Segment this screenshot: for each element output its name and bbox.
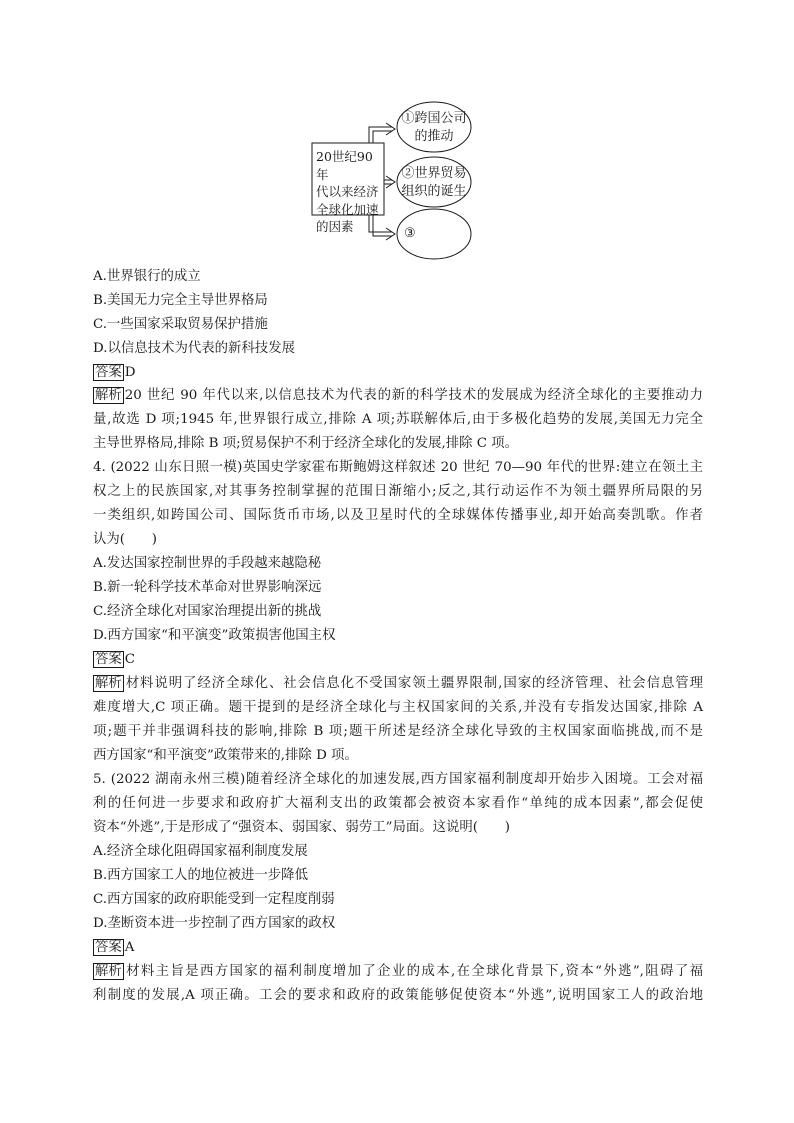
- q5-stem-line: 利的任何进一步要求和政府扩大福利支出的政策都会被资本家看作“单纯的成本因素”,都会促使: [93, 796, 703, 811]
- q4-analysis-text: 材料说明了经济全球化、社会信息化不受国家领土疆界限制,国家的经济管理、社会信息管理: [124, 676, 703, 691]
- main-line: 的因素: [316, 219, 354, 234]
- q4-stem-line: 认为( ): [93, 532, 158, 547]
- q5-option-b: B.西方国家工人的地位被进一步降低: [93, 868, 308, 883]
- q3-analysis-line: 量,故选 D 项;1945 年,世界银行成立,排除 A 项;苏联解体后,由于多极化趋势的发展,美国无力完全: [93, 412, 703, 427]
- branch2-text: [398, 165, 470, 201]
- branch3-text: ③: [404, 226, 416, 241]
- q5-answer: [93, 939, 703, 957]
- q4-stem-line: 4. (2022 山东日照一模)英国史学家霍布斯鲍姆这样叙述 20 世纪 70—90 年代的世界:建立在领土主: [93, 460, 703, 475]
- q3-analysis-text: 20 世纪 90 年代以来,以信息技术为代表的新的科学技术的发展成为经济全球化的主要推动力: [124, 388, 703, 403]
- q3-option-c: C.一些国家采取贸易保护措施: [93, 317, 268, 332]
- answer-tag: 答案: [95, 940, 122, 955]
- main-line: 代以来经济: [316, 184, 379, 199]
- q3-answer: [93, 364, 703, 382]
- branch2-line: ②世界贸易: [401, 166, 467, 181]
- factor-diagram: [0, 0, 794, 270]
- q3-option-d: D.以信息技术为代表的新科技发展: [93, 341, 295, 356]
- q4-analysis-line: 西方国家“和平演变”政策带来的,排除 D 项。: [93, 748, 358, 763]
- q4-answer: [93, 651, 703, 669]
- answer-tag: 答案: [95, 365, 122, 380]
- answer-tag: 答案: [95, 652, 122, 667]
- branch1-text: [398, 110, 470, 146]
- q5-answer-value: A: [124, 940, 135, 955]
- branch1-line: ①跨国公司: [401, 111, 467, 126]
- q5-option-c: C.西方国家的政府职能受到一定程度削弱: [93, 892, 335, 907]
- main-box-text: [316, 148, 382, 236]
- q5-stem-line: 5. (2022 湖南永州三模)随着经济全球化的加速发展,西方国家福利制度却开始步入困境。工会对福: [93, 772, 703, 787]
- q4-option-d: D.西方国家“和平演变”政策损害他国主权: [93, 628, 336, 643]
- arrow3-head: [386, 228, 395, 240]
- q5-analysis-text: 材料主旨是西方国家的福利制度增加了企业的成本,在全球化背景下,资本“外逃”,阻碍了福: [124, 964, 703, 979]
- q5-stem-line: 资本“外逃”,于是形成了“强资本、弱国家、弱劳工”局面。这说明( ): [93, 820, 511, 835]
- q5-analysis-line: [93, 963, 703, 981]
- q5-option-a: A.经济全球化阻碍国家福利制度发展: [93, 844, 308, 859]
- q3-option-b: B.美国无力完全主导世界格局: [93, 293, 268, 308]
- q3-analysis-line: [93, 387, 703, 405]
- diagram-lines: [0, 0, 794, 270]
- q4-option-a: A.发达国家控制世界的手段越来越隐秘: [93, 556, 322, 571]
- q4-option-b: B.新一轮科学技术革命对世界影响深远: [93, 580, 322, 595]
- q3-option-a: A.世界银行的成立: [93, 269, 201, 284]
- q5-analysis-line: 利制度的发展,A 项正确。工会的要求和政府的政策能够促使资本“外逃”,说明国家工人的政治地: [93, 988, 703, 1003]
- q4-analysis-line: [93, 675, 703, 693]
- branch1-line: 的推动: [414, 129, 454, 144]
- q4-analysis-line: 难度增大,C 项正确。题干提到的是经济全球化与主权国家间的关系,并没有专指发达国家,排除 A: [93, 700, 703, 715]
- arrow2-head: [386, 176, 395, 188]
- main-line: 全球化加速: [316, 201, 379, 217]
- arrow1-top: [369, 127, 392, 143]
- q4-analysis-line: 项;题干并非强调科技的影响,排除 B 项;题干所述是经济全球化导致的主权国家面临挑战,而不是: [93, 724, 703, 739]
- main-line: 20世纪90年: [316, 149, 373, 182]
- q4-option-c: C.经济全球化对国家治理提出新的挑战: [93, 604, 322, 619]
- q5-option-d: D.垄断资本进一步控制了西方国家的政权: [93, 916, 336, 931]
- analysis-tag: 解析: [95, 964, 122, 979]
- analysis-tag: 解析: [95, 388, 122, 403]
- q4-stem-line: 权之上的民族国家,对其事务控制掌握的范围日渐缩小;反之,其行动运作不为领土疆界所局限的另: [93, 484, 703, 499]
- q4-answer-value: C: [124, 652, 136, 667]
- q3-analysis-line: 主导世界格局,排除 B 项;贸易保护不利于经济全球化的发展,排除 C 项。: [93, 436, 519, 451]
- arrow1-head: [386, 123, 395, 135]
- analysis-tag: 解析: [95, 676, 122, 691]
- q4-stem-line: 一类组织,如跨国公司、国际货币市场,以及卫星时代的全球媒体传播事业,却开始高奏凯歌。作者: [93, 508, 703, 523]
- q3-answer-value: D: [124, 365, 136, 380]
- branch2-line: 组织的诞生: [401, 184, 467, 199]
